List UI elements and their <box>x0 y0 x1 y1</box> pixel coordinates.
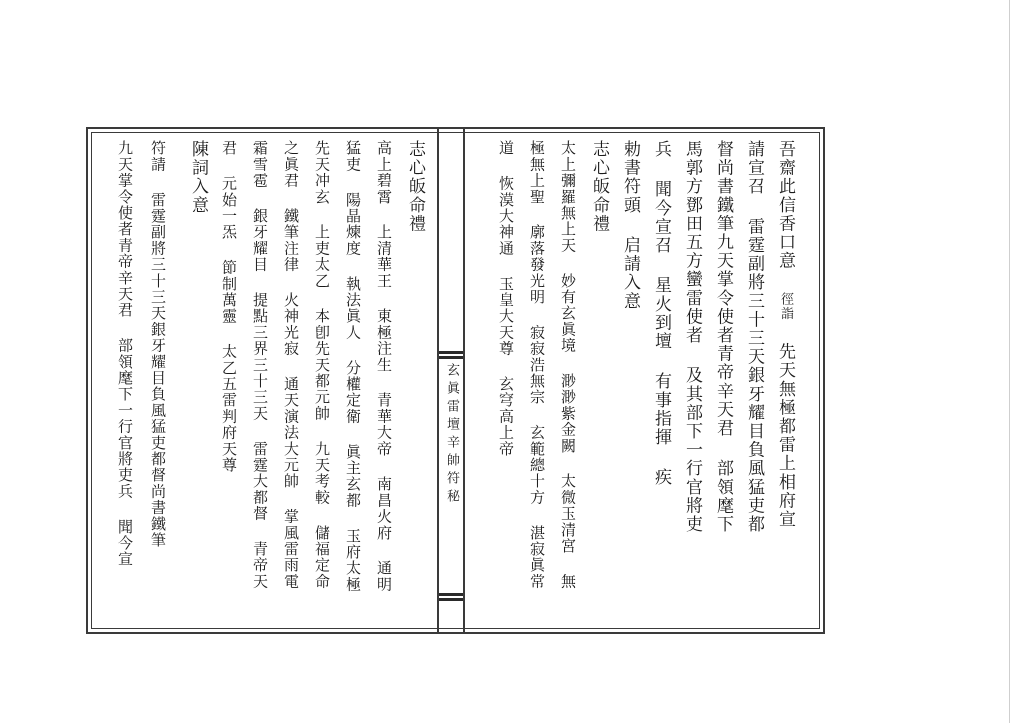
column-text: 吾齋此信香口意 <box>775 140 795 271</box>
inline-note: 徑詣 <box>778 291 793 322</box>
spine-top-bar-2 <box>439 356 463 359</box>
text-column: 勅書符頭 启請入意 <box>620 140 640 311</box>
spine-bottom-bar-2 <box>439 598 463 601</box>
text-column: 符請 雷霆副將三十三天銀牙耀目負風猛吏都督尚書鐵筆 <box>149 140 167 548</box>
text-column <box>772 140 798 529</box>
text-column: 陳詞入意 <box>188 140 208 215</box>
text-column: 督尚書鐵筆九天掌令使者青帝辛天君 部領麾下 <box>713 140 733 534</box>
text-column: 志心皈命禮 <box>589 140 609 233</box>
text-column: 極無上聖 廓落發光明 寂寂浩無宗 玄範總十方 湛寂眞常 <box>528 140 546 590</box>
text-column: 請宣召 雷霆副將三十三天銀牙耀目負風猛吏都 <box>744 140 764 534</box>
text-column: 猛吏 陽晶煉度 執法眞人 分權定衛 眞主玄都 玉府太極 <box>344 140 362 593</box>
text-column: 太上彌羅無上天 妙有玄眞境 渺渺紫金闕 太微玉清宮 無 <box>559 140 577 590</box>
text-column: 高上碧霄 上清華王 東極注生 青華大帝 南昌火府 通明 <box>375 140 393 593</box>
page-edge-line <box>1009 0 1010 723</box>
text-column: 道 恢漠大神通 玉皇大天尊 玄穹高上帝 <box>497 140 515 457</box>
spine-title: 玄眞雷壇辛帥符秘 <box>444 363 459 507</box>
text-column: 先天冲玄 上吏太乙 本卽先天都元帥 九天考較 儲福定命 <box>313 140 331 590</box>
spine-top-bar <box>439 351 463 354</box>
text-column: 兵 聞今宣召 星火到壇 有事指揮 疾 <box>651 140 671 487</box>
text-column: 霜雪雹 銀牙耀目 提點三界三十三天 雷霆大都督 青帝天 <box>251 140 269 590</box>
spine-bottom-bar <box>439 593 463 596</box>
column-text: 先天無極都雷上相府宣 <box>775 342 795 529</box>
text-column: 之眞君 鐵筆注律 火神光寂 通天演法大元帥 掌風雷雨電 <box>282 140 300 590</box>
text-column: 志心皈命禮 <box>405 140 425 233</box>
text-column: 君 元始一炁 節制萬靈 太乙五雷判府天尊 <box>220 140 238 473</box>
text-column: 馬郭方鄧田五方蠻雷使者 及其部下一行官將吏 <box>682 140 702 534</box>
book-spine <box>437 127 465 634</box>
text-column: 九天掌令使者青帝辛天君 部領麾下一行官將吏兵 聞今宣 <box>116 140 134 568</box>
